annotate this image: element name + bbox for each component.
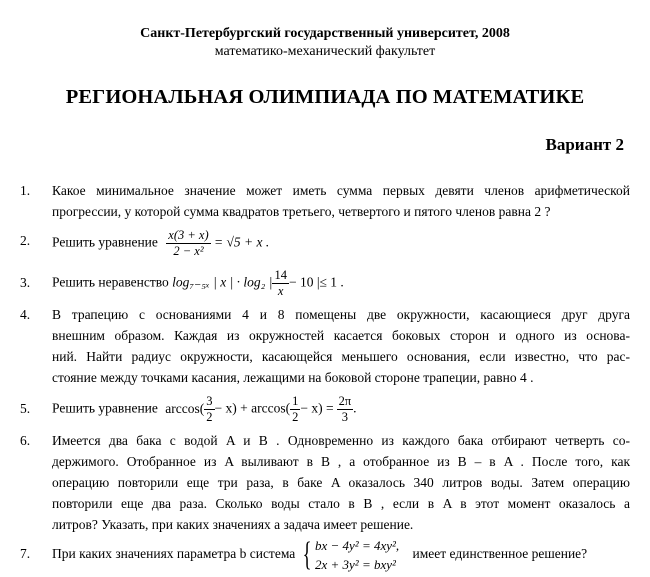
formula-part: . xyxy=(353,400,357,416)
fraction-denominator: 3 xyxy=(341,410,348,424)
problem-text: имеет единственное решение? xyxy=(412,546,588,562)
fraction xyxy=(204,394,214,425)
problem-text-line: повторили еще два раза. Сколько воды стало в B , если в A в этот момент оказалось a xyxy=(52,496,630,511)
problem-text-line: прогрессии, у которой сумма квадратов третьего, четвертого и пятого членов равна 2 ? xyxy=(52,204,551,219)
fraction-numerator: 14 xyxy=(274,268,287,282)
variant-label: Вариант 2 xyxy=(545,135,624,154)
fraction-numerator: x(3 + x) xyxy=(168,228,209,242)
problem-text: При каких значениях параметра b система xyxy=(52,546,296,562)
fraction-numerator: 2π xyxy=(338,394,352,408)
formula-part: arccos( xyxy=(165,400,205,416)
university-name: Санкт-Петербургский государственный университет, 2008 xyxy=(140,26,510,41)
equation-rhs: = √5 + x . xyxy=(214,234,270,250)
fraction xyxy=(166,228,210,259)
problem-number: 7. xyxy=(20,546,31,561)
problem-text: Решить неравенство xyxy=(52,274,169,290)
problem-number: 4. xyxy=(20,307,31,322)
problem-number: 2. xyxy=(20,233,31,248)
fraction xyxy=(337,394,357,425)
equation-system xyxy=(315,536,399,574)
formula-part: − 10 |≤ 1 . xyxy=(288,274,344,290)
problem-text: Решить уравнение xyxy=(52,234,158,250)
faculty-name: математико-механический факультет xyxy=(214,44,436,59)
fraction xyxy=(272,268,289,299)
problem-text-line: держимого. Отобранное из A выливают в B , а отобранное из B – в A . После того, как xyxy=(52,454,630,469)
formula-part: log₇₋₅ₓ | x | · log₂ | xyxy=(172,274,273,290)
fraction-denominator: 2 xyxy=(206,410,213,424)
fraction-denominator: x xyxy=(277,284,284,298)
system-brace: { xyxy=(302,536,312,573)
fraction-numerator: 1 xyxy=(292,394,299,408)
formula-part: − x) + arccos( xyxy=(214,400,291,416)
problem-number: 3. xyxy=(20,275,31,290)
fraction-numerator: 3 xyxy=(206,394,213,408)
formula-part: − x) = xyxy=(300,400,334,416)
problem-text: Решить уравнение xyxy=(52,400,158,416)
fraction-denominator: 2 − x² xyxy=(173,244,204,258)
system-equation: 2x + 3y² = bxy² xyxy=(314,557,396,572)
problem-text-line: стояние между точками касания, лежащими на боковой стороне трапеции, равно 4 . xyxy=(52,370,534,385)
problem-text-line: литров? Указать, при каких значениях a задача имеет решение. xyxy=(52,517,414,532)
problem-text-line: операцию повторили еще три раза, в баке A оказалось 340 литров воды. Затем операцию xyxy=(52,475,630,490)
problem-number: 6. xyxy=(20,433,31,448)
fraction xyxy=(290,394,300,425)
problem-number: 1. xyxy=(20,183,31,198)
problem-text-line: внешним образом. Каждая из окружностей касается боковых сторон и одного из основа- xyxy=(52,328,630,343)
fraction-denominator: 2 xyxy=(292,410,299,424)
problem-text-line: В трапецию с основаниями 4 и 8 помещены две окружности, касающиеся друг друга xyxy=(52,307,630,322)
problem-number: 5. xyxy=(20,401,31,416)
system-equation: bx − 4y² = 4xy², xyxy=(314,538,400,553)
page-title: РЕГИОНАЛЬНАЯ ОЛИМПИАДА ПО МАТЕМАТИКЕ xyxy=(65,86,585,108)
problem-text-line: Какое минимальное значение может иметь сумма первых девяти членов арифметической xyxy=(52,183,630,198)
problem-text-line: Имеется два бака с водой A и B . Одновременно из каждого бака отбирают четверть со- xyxy=(52,433,630,448)
problem-text-line: ний. Найти радиус окружности, касающейся меньшего основания, если известно, что рас- xyxy=(52,349,630,364)
